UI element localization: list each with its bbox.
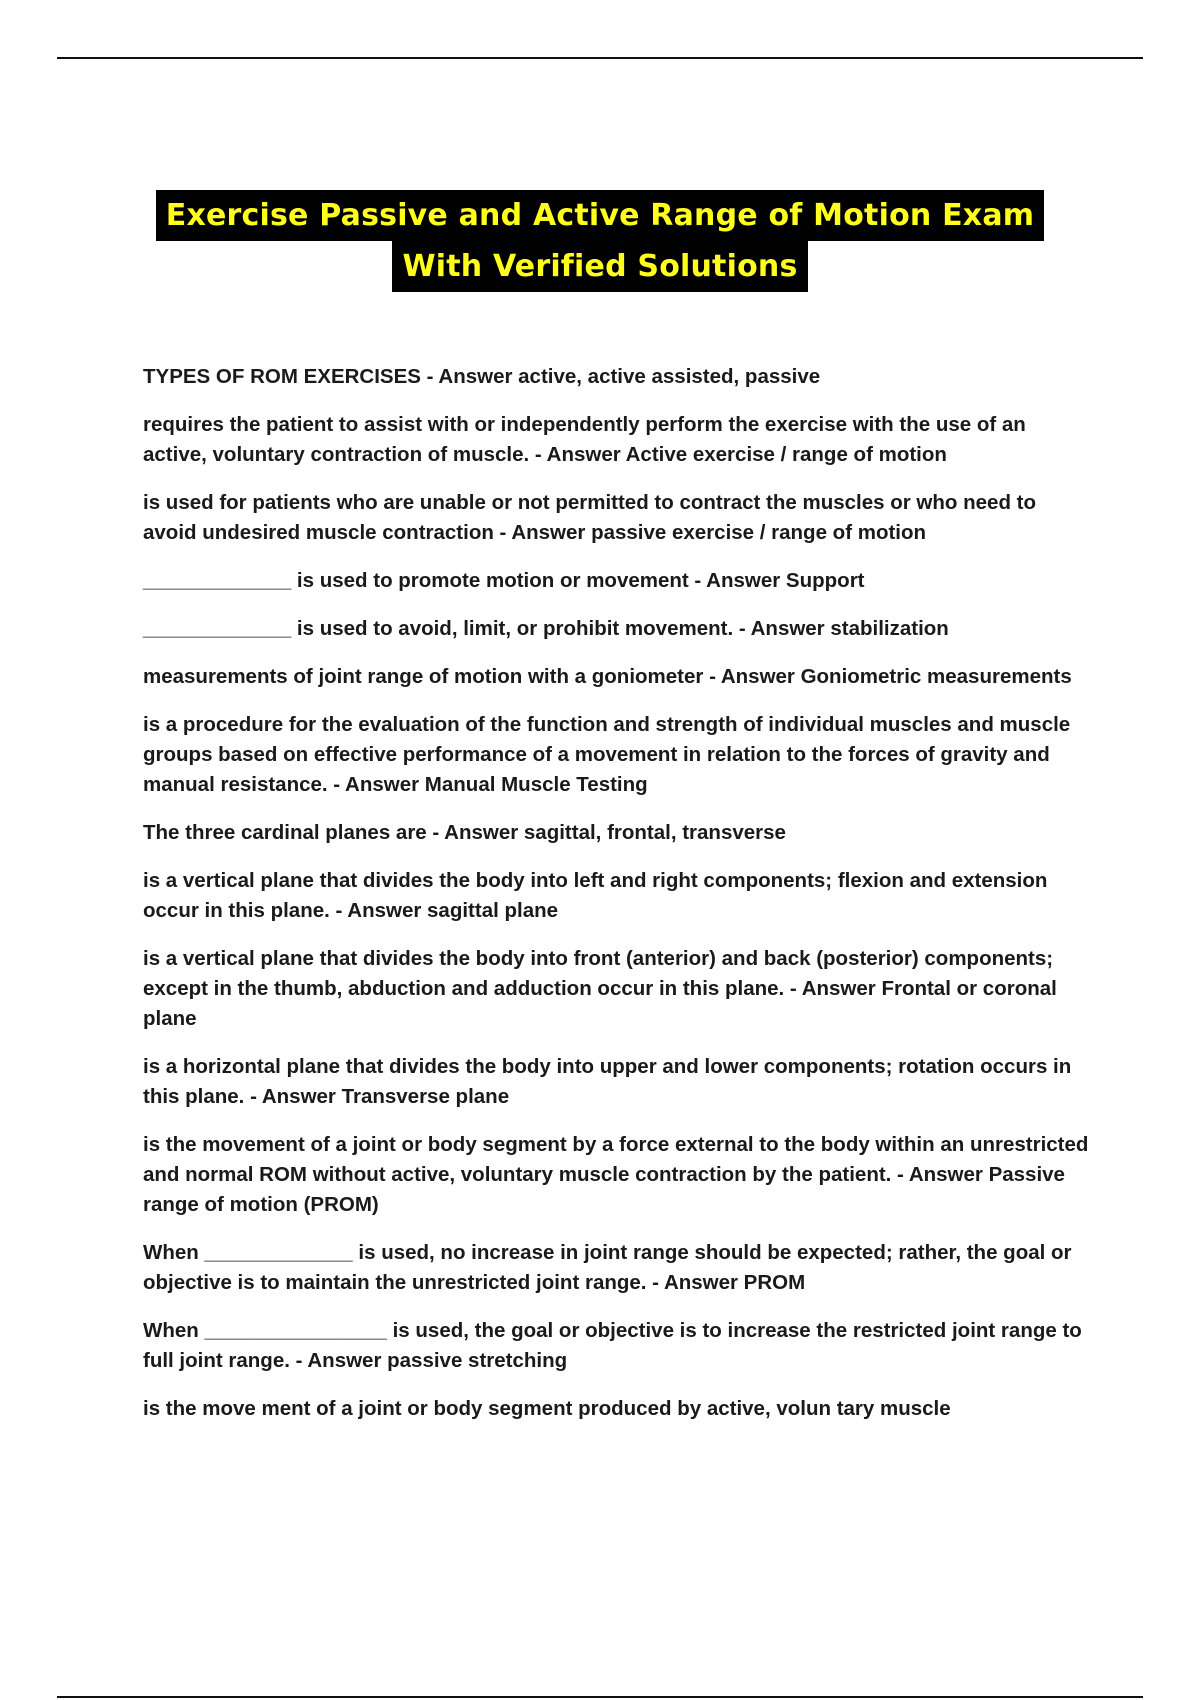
title-line-1: Exercise Passive and Active Range of Motion Exam: [156, 190, 1044, 241]
qa-item: measurements of joint range of motion with a goniometer - Answer Goniometric measurements: [143, 665, 1072, 688]
document-title: [0, 190, 1200, 292]
qa-item: is used for patients who are unable or not permitted to contract the muscles or who need to avoid undesired muscle contraction - Answer passive exercise / range of motion: [143, 491, 1037, 544]
qa-item: _____________ is used to promote motion or movement - Answer Support: [143, 569, 865, 592]
top-rule: [57, 57, 1143, 59]
qa-item: TYPES OF ROM EXERCISES - Answer active, active assisted, passive: [143, 365, 821, 388]
qa-item: is the movement of a joint or body segment by a force external to the body within an unrestricted and normal ROM without active, voluntary muscle contraction by the patient. - Answer Passive range of motion (PROM): [143, 1133, 1089, 1216]
qa-item: is a vertical plane that divides the body into front (anterior) and back (posterior) components; except in the thumb, abduction and adduction occur in this plane. - Answer Frontal or coronal plane: [143, 947, 1057, 1030]
qa-item: is a procedure for the evaluation of the function and strength of individual muscles and muscle groups based on effective performance of a movement in relation to the forces of gravity and manual resistance. - Answer Manual Muscle Testing: [143, 713, 1071, 796]
qa-item: _____________ is used to avoid, limit, or prohibit movement. - Answer stabilization: [143, 617, 949, 640]
question-answer-list: [143, 362, 1093, 1442]
qa-item: is the move ment of a joint or body segment produced by active, volun tary muscle: [143, 1397, 951, 1420]
qa-item: requires the patient to assist with or independently perform the exercise with the use of an active, voluntary contraction of muscle. - Answer Active exercise / range of motion: [143, 413, 1026, 466]
qa-item: When ________________ is used, the goal or objective is to increase the restricted joint range to full joint range. - Answer passive stretching: [143, 1319, 1082, 1372]
bottom-rule: [57, 1696, 1143, 1698]
title-line-2: With Verified Solutions: [392, 241, 807, 292]
qa-item: When _____________ is used, no increase in joint range should be expected; rather, the goal or objective is to maintain the unrestricted joint range. - Answer PROM: [143, 1241, 1072, 1294]
qa-item: is a horizontal plane that divides the body into upper and lower components; rotation occurs in this plane. - Answer Transverse plane: [143, 1055, 1072, 1108]
qa-item: The three cardinal planes are - Answer sagittal, frontal, transverse: [143, 821, 786, 844]
qa-item: is a vertical plane that divides the body into left and right components; flexion and extension occur in this plane. - Answer sagittal plane: [143, 869, 1048, 922]
